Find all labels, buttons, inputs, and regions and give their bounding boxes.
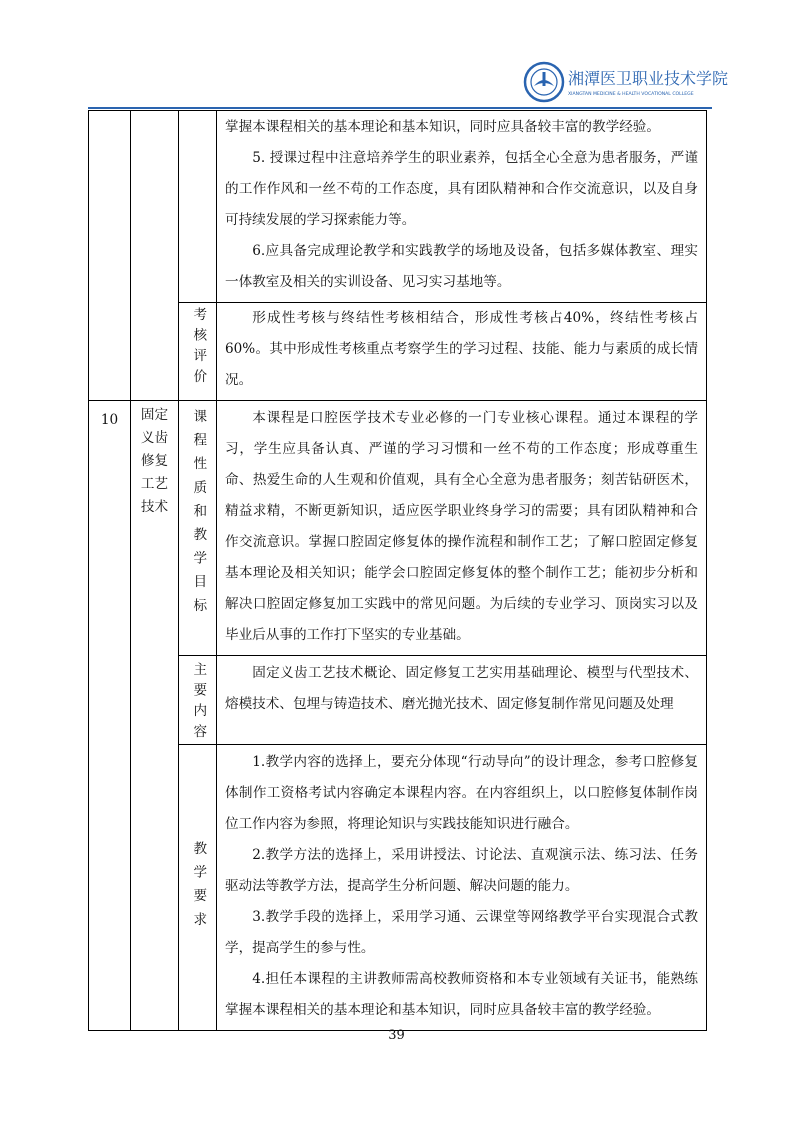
requirements-label: 教学要求 (190, 840, 207, 936)
school-emblem-icon (522, 60, 729, 106)
prev-name-cell (131, 111, 179, 401)
assessment-label-cell (179, 303, 217, 401)
nature-label-cell (179, 401, 217, 656)
assessment-text-cell (217, 303, 707, 401)
course-number: 10 (100, 412, 119, 428)
requirements-text-cell (217, 745, 707, 1031)
nature-text: 本课程是口腔医学技术专业必修的一门专业核心课程。通过本课程的学习，学生应具备认真、严谨的学习习惯和一丝不苟的工作态度；形成尊重生命、热爱生命的人生观和价值观，具有全心全意为患者服务；刻苦钻研医术，精益求精，不断更新知识，适应医学职业终身学习的需要；具有团队精神和合作交流意识。掌握口腔固定修复体的操作流程和制作工艺；了解口腔固定修复基本理论及相关知识；能学会口腔固定修复体的整个制作工艺；能初步分析和解决口腔固定修复加工实践中的常见问题。为后续的专业学习、顶岗实习以及毕业后从事的工作打下坚实的专业基础。 (225, 410, 698, 643)
prev-number-cell (89, 111, 131, 401)
prev-requirement-item: 掌握本课程相关的基本理论和基本知识，同时应具备较丰富的教学经验。 (225, 119, 660, 135)
assessment-label: 考核评价 (190, 307, 207, 390)
content-label-cell (179, 656, 217, 745)
requirement-item: 1.教学内容的选择上，要充分体现“行动导向”的设计理念，参考口腔修复体制作工资格考试内容确定本课程内容。在内容组织上，以口腔修复体制作岗位工作内容为参照，将理论知识与实践技能知识进行融合。 (225, 754, 698, 833)
school-name-logo: 湘潭医卫职业技术学院 (568, 69, 729, 88)
assessment-text: 形成性考核与终结性考核相结合，形成性考核占40%，终结性考核占60%。其中形成性考核重点考察学生的学习过程、技能、能力与素质的成长情况。 (225, 310, 698, 388)
requirements-label-cell (179, 745, 217, 1031)
requirement-item: 2.教学方法的选择上，采用讲授法、讨论法、直观演示法、练习法、任务驱动法等教学方法，提高学生分析问题、解决问题的能力。 (225, 847, 698, 895)
content-label: 主要内容 (190, 662, 207, 745)
page-number: 39 (388, 1028, 405, 1043)
course-table (88, 110, 707, 1031)
school-name-en-logo: XIANGTAN MEDICINE & HEALTH VOCATIONAL COLLEGE (568, 92, 694, 97)
prev-requirement-item: 6.应具备完成理论教学和实践教学的场地及设备，包括多媒体教室、理实一体教室及相关的实训设备、见习实习基地等。 (225, 243, 698, 290)
content-text: 固定义齿工艺技术概论、固定修复工艺实用基础理论、模型与代型技术、熔模技术、包埋与铸造技术、磨光抛光技术、固定修复制作常见问题及处理 (225, 665, 698, 712)
course-name: 固定义齿修复工艺技术 (140, 407, 169, 515)
nature-text-cell (217, 401, 707, 656)
prev-requirements-cell (217, 111, 707, 303)
table-row-course-nature (89, 401, 707, 656)
prev-requirement-item: 5. 授课过程中注意培养学生的职业素养，包括全心全意为患者服务，严谨的工作作风和一丝不苟的工作态度，具有团队精神和合作交流意识，以及自身可持续发展的学习探索能力等。 (225, 150, 698, 228)
table-row-course-requirements (89, 745, 707, 1031)
requirement-item: 4.担任本课程的主讲教师需高校教师资格和本专业领域有关证书，能熟练掌握本课程相关的基本理论和基本知识，同时应具备较丰富的教学经验。 (225, 971, 698, 1019)
table-row-course-content (89, 656, 707, 745)
course-name-cell (131, 401, 179, 1031)
course-number-cell (89, 401, 131, 1031)
prev-req-label-cell (179, 111, 217, 303)
content-text-cell (217, 656, 707, 745)
school-logo (522, 60, 729, 106)
header-rule (88, 107, 712, 109)
nature-label: 课程性质和教学目标 (190, 409, 207, 622)
table-row-prev-requirements (89, 111, 707, 303)
table-row-assessment (89, 303, 707, 401)
requirement-item: 3.教学手段的选择上，采用学习通、云课堂等网络教学平台实现混合式教学，提高学生的参与性。 (225, 909, 698, 957)
